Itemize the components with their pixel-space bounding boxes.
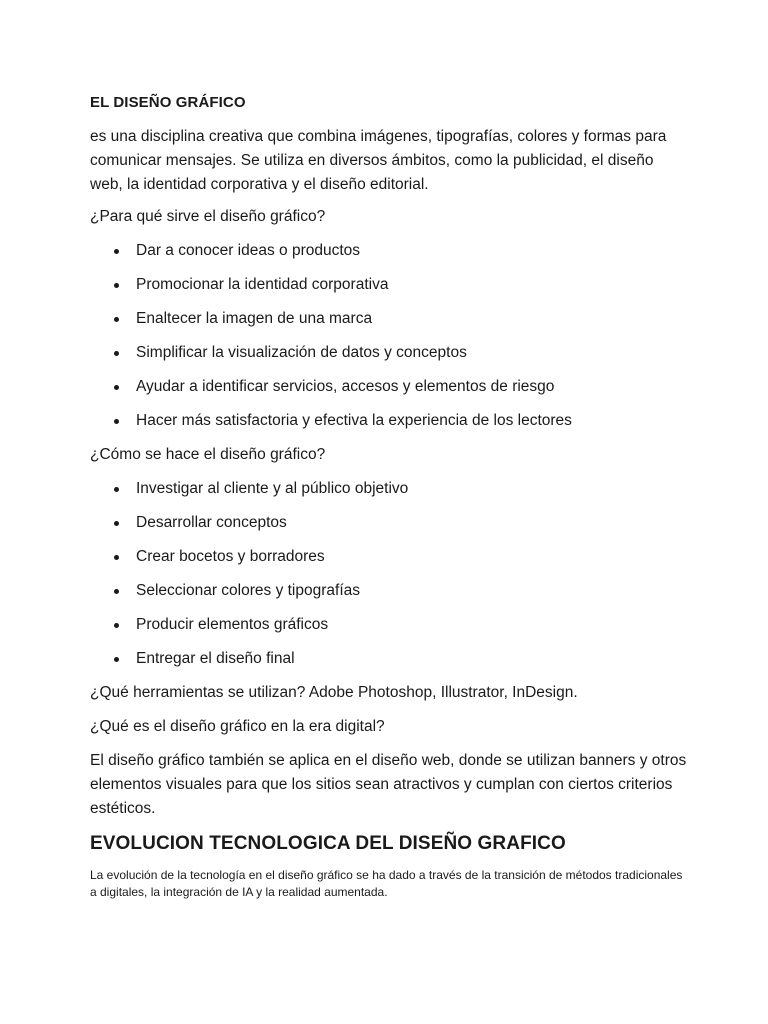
document-content [90, 94, 690, 901]
section-heading: EVOLUCION TECNOLOGICA DEL DISEÑO GRAFICO [90, 833, 566, 854]
list-item-text: Ayudar a identificar servicios, accesos y elementos de riesgo [136, 378, 555, 395]
list-item-text: Enaltecer la imagen de una marca [136, 310, 373, 327]
list-item [90, 307, 690, 331]
list-item [90, 341, 690, 365]
list-item-text: Dar a conocer ideas o productos [136, 242, 361, 259]
process-list [90, 477, 690, 671]
digital-era-paragraph: El diseño gráfico también se aplica en el diseño web, donde se utilizan banners y otros elementos visuales para que los sitios sean atractivos y cumplan con ciertos criterios estéticos. [90, 752, 687, 817]
list-item [90, 579, 690, 603]
list-item [90, 545, 690, 569]
list-item [90, 273, 690, 297]
question-process: ¿Cómo se hace el diseño gráfico? [90, 446, 326, 463]
document-title: EL DISEÑO GRÁFICO [90, 94, 246, 111]
bullet-icon [114, 249, 119, 254]
question-tools: ¿Qué herramientas se utilizan? Adobe Photoshop, Illustrator, InDesign. [90, 684, 578, 701]
list-item-text: Producir elementos gráficos [136, 616, 329, 633]
list-item-text: Simplificar la visualización de datos y conceptos [136, 344, 467, 361]
list-item-text: Desarrollar conceptos [136, 514, 287, 531]
list-item [90, 613, 690, 637]
list-item-text: Crear bocetos y borradores [136, 548, 325, 565]
list-item-text: Seleccionar colores y tipografías [136, 582, 361, 599]
bullet-icon [114, 521, 119, 526]
list-item-text: Hacer más satisfactoria y efectiva la experiencia de los lectores [136, 412, 572, 429]
question-digital-era: ¿Qué es el diseño gráfico en la era digital? [90, 718, 385, 735]
bullet-icon [114, 351, 119, 356]
bullet-icon [114, 555, 119, 560]
list-item [90, 477, 690, 501]
bullet-icon [114, 385, 119, 390]
question-purpose: ¿Para qué sirve el diseño gráfico? [90, 208, 326, 225]
bullet-icon [114, 589, 119, 594]
bullet-icon [114, 623, 119, 628]
list-item [90, 239, 690, 263]
section-paragraph: La evolución de la tecnología en el diseño gráfico se ha dado a través de la transición de métodos tradicionales a digitales, la integración de IA y la realidad aumentada. [90, 868, 683, 899]
bullet-icon [114, 419, 119, 424]
bullet-icon [114, 317, 119, 322]
intro-paragraph: es una disciplina creativa que combina imágenes, tipografías, colores y formas para comunicar mensajes. Se utiliza en diversos ámbitos, como la publicidad, el diseño web, la identidad corporativa y el diseño editorial. [90, 128, 667, 193]
list-item [90, 409, 690, 433]
bullet-icon [114, 283, 119, 288]
list-item [90, 511, 690, 535]
list-item-text: Investigar al cliente y al público objetivo [136, 480, 409, 497]
bullet-icon [114, 487, 119, 492]
list-item-text: Promocionar la identidad corporativa [136, 276, 389, 293]
list-item [90, 647, 690, 671]
list-item-text: Entregar el diseño final [136, 650, 295, 667]
list-item [90, 375, 690, 399]
bullet-icon [114, 657, 119, 662]
purpose-list [90, 239, 690, 433]
